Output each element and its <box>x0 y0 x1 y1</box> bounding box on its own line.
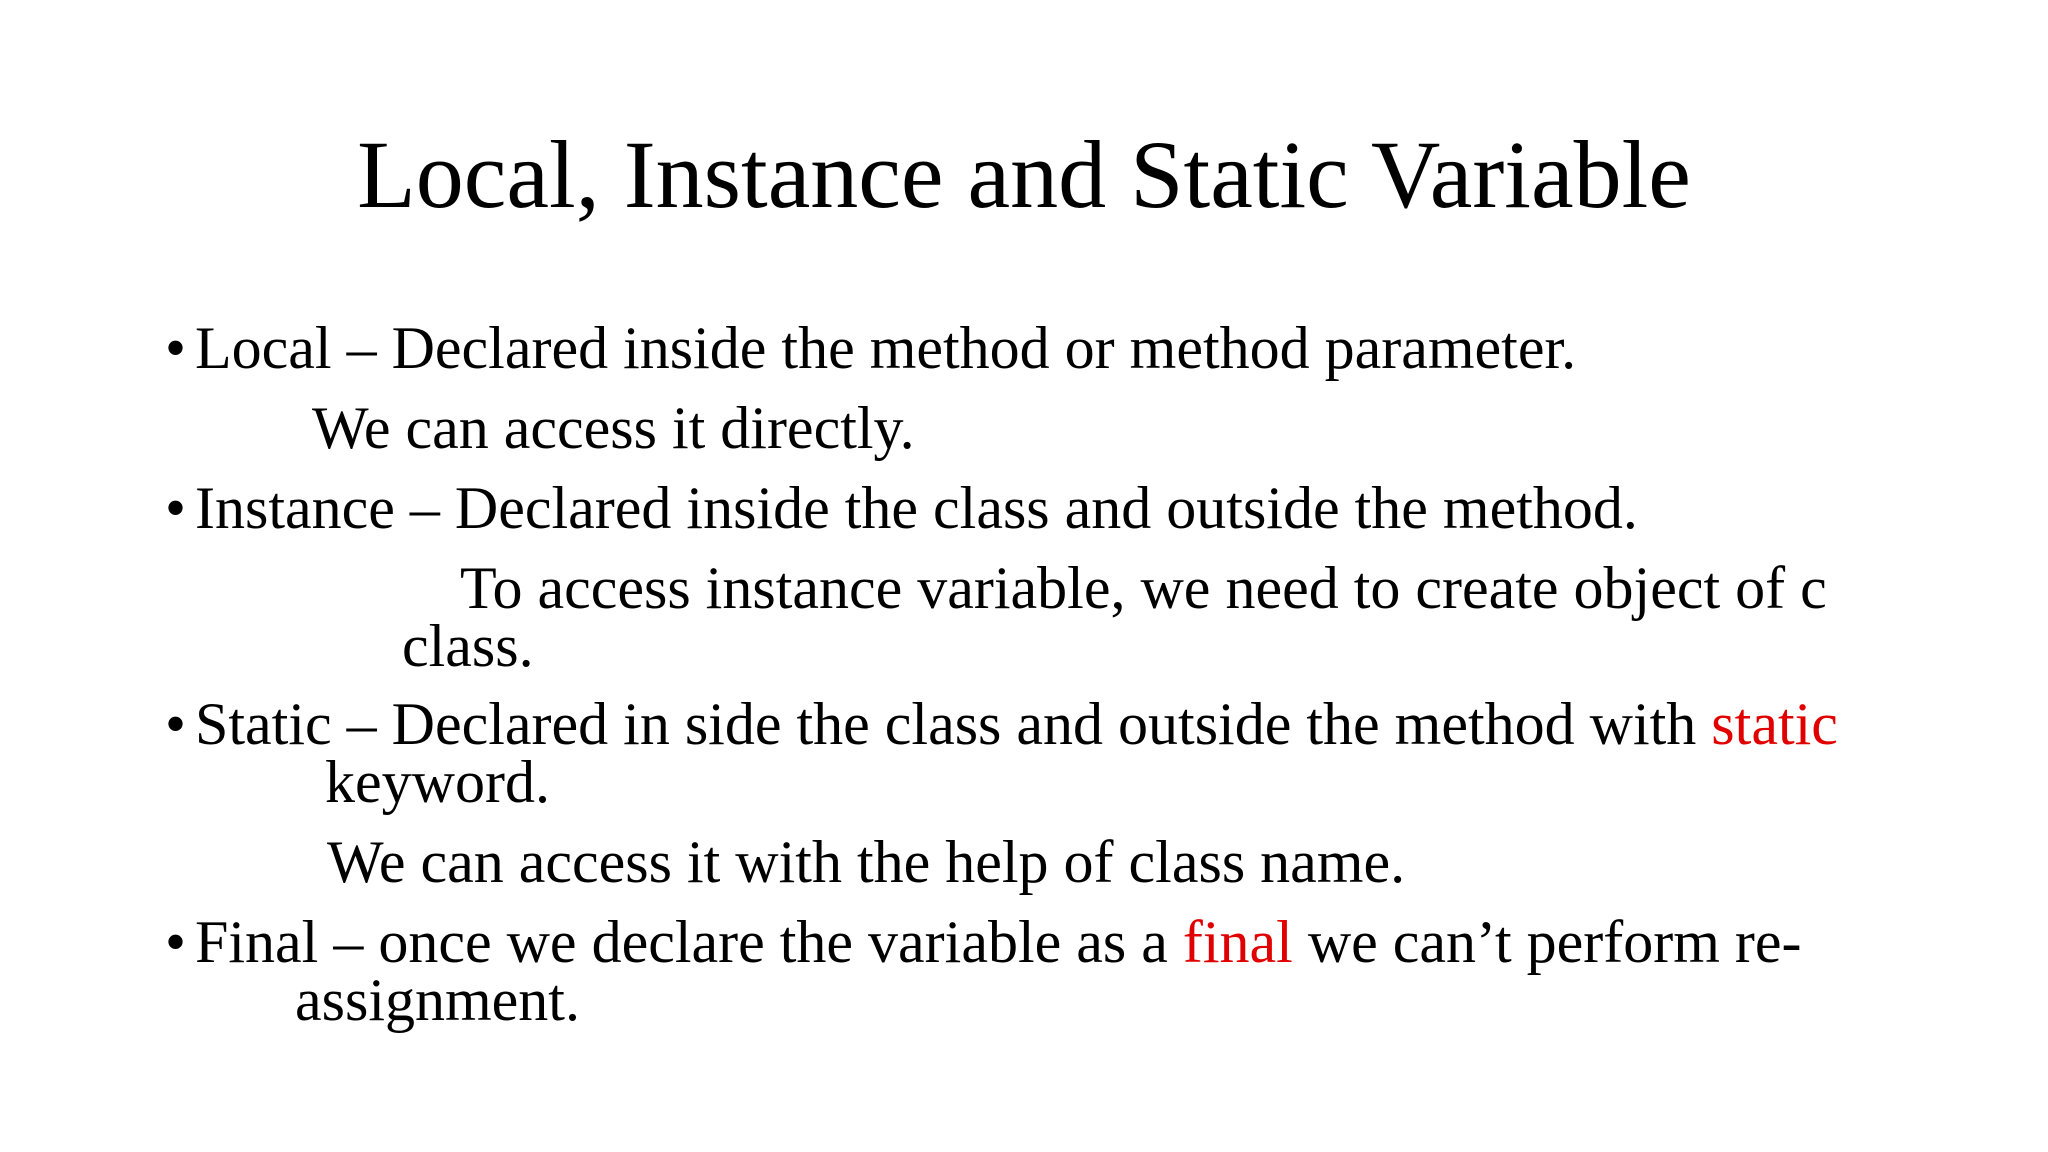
bullet-dot: • <box>165 475 187 541</box>
bullet-local: Local – Declared inside the method or method parameter. <box>195 315 1577 381</box>
bullet-dot: • <box>165 909 187 975</box>
instance-sub-text-line2: class. <box>402 613 534 679</box>
static-keyword: static <box>1711 691 1838 757</box>
final-lead-text: Final – once we declare the variable as a <box>195 909 1183 975</box>
local-sub-text: We can access it directly. <box>312 395 915 461</box>
bullet-dot: • <box>165 315 187 381</box>
bullet-instance: Instance – Declared inside the class and outside the method. <box>195 475 1638 541</box>
static-sub-text: We can access it with the help of class name. <box>327 829 1406 895</box>
bullet-static <box>195 691 1838 757</box>
final-keyword: final <box>1182 909 1293 975</box>
slide-title: Local, Instance and Static Variable <box>357 121 1691 228</box>
bullet-final <box>195 909 1802 975</box>
final-lead-text-after: we can’t perform re- <box>1292 909 1802 975</box>
static-lead-text: Static – Declared in side the class and outside the method with <box>195 691 1712 757</box>
final-lead-continuation: assignment. <box>295 967 580 1033</box>
bullet-dot: • <box>165 691 187 757</box>
instance-sub-text-line1: To access instance variable, we need to create object of c <box>460 555 1827 621</box>
static-lead-continuation: keyword. <box>325 749 550 815</box>
